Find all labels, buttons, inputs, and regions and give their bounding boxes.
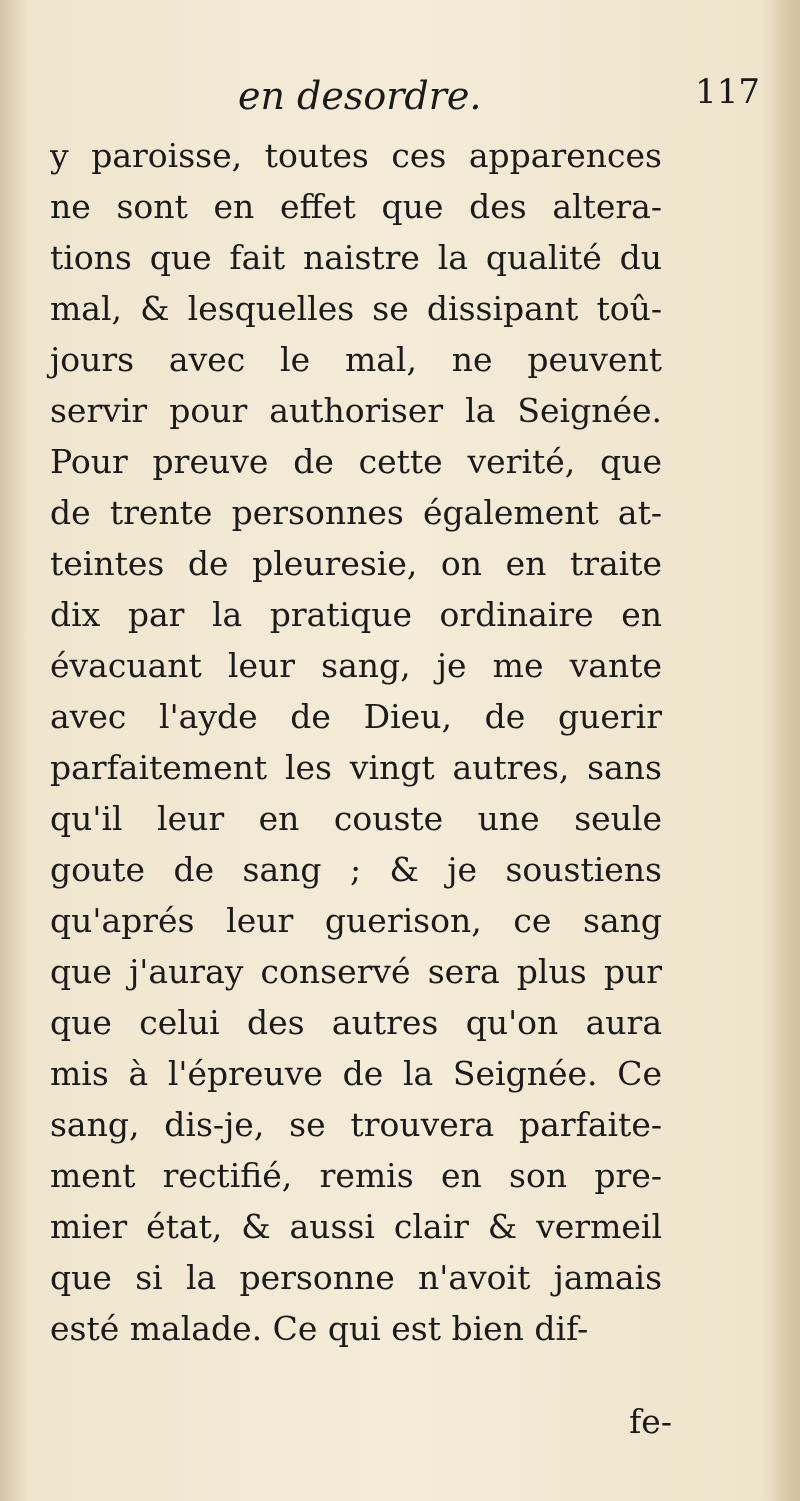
text-line: ne sont en effet que des altera- xyxy=(50,187,662,226)
text-line: qu'aprés leur guerison, ce sang xyxy=(50,901,662,940)
body-text xyxy=(50,130,662,1354)
catchword: fe- xyxy=(629,1402,672,1441)
text-line: ment rectifié, remis en son pre- xyxy=(50,1156,662,1195)
text-line: que si la personne n'avoit jamais xyxy=(50,1258,662,1297)
text-line: teintes de pleuresie, on en traite xyxy=(50,544,662,583)
text-line: Pour preuve de cette verité, que xyxy=(50,442,662,481)
page-number: 117 xyxy=(695,72,760,112)
text-line: sang, dis-je, se trouvera parfaite- xyxy=(50,1105,662,1144)
text-line: mal, & lesquelles se dissipant toû- xyxy=(50,289,662,328)
text-line: mis à l'épreuve de la Seignée. Ce xyxy=(50,1054,662,1093)
text-line: parfaitement les vingt autres, sans xyxy=(50,748,662,787)
text-line: esté malade. Ce qui est bien dif- xyxy=(50,1309,589,1348)
text-line: jours avec le mal, ne peuvent xyxy=(50,340,662,379)
text-line: goute de sang ; & je soustiens xyxy=(50,850,662,889)
text-line: mier état, & aussi clair & vermeil xyxy=(50,1207,662,1246)
running-head: en desordre. xyxy=(238,74,482,118)
text-line: qu'il leur en couste une seule xyxy=(50,799,662,838)
text-line: que celui des autres qu'on aura xyxy=(50,1003,662,1042)
text-line: tions que fait naistre la qualité du xyxy=(50,238,662,277)
text-line: de trente personnes également at- xyxy=(50,493,662,532)
text-line: y paroisse, toutes ces apparences xyxy=(50,136,662,175)
text-line: évacuant leur sang, je me vante xyxy=(50,646,662,685)
text-line: dix par la pratique ordinaire en xyxy=(50,595,662,634)
text-line: servir pour authoriser la Seignée. xyxy=(50,391,662,430)
page-header xyxy=(40,68,760,128)
text-line: avec l'ayde de Dieu, de guerir xyxy=(50,697,662,736)
text-line: que j'auray conservé sera plus pur xyxy=(50,952,662,991)
